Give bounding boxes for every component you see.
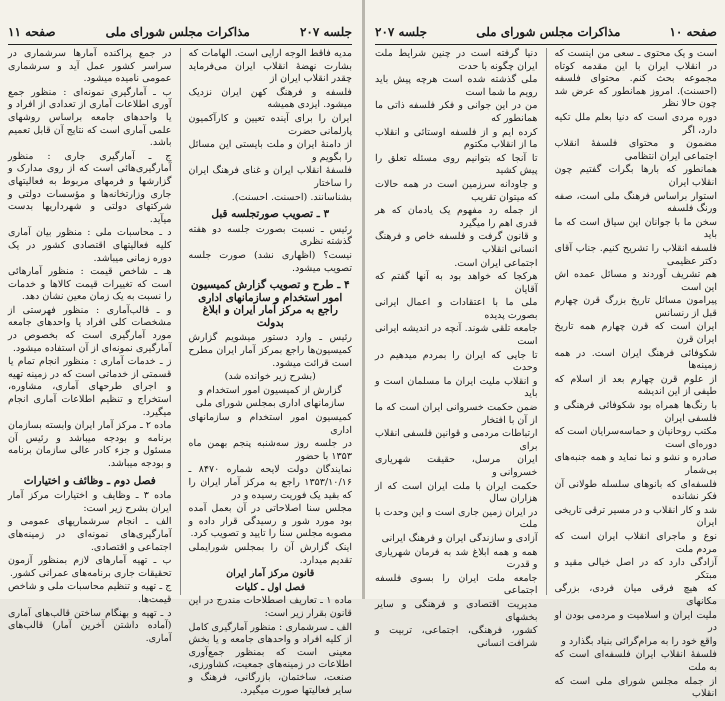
paragraph: استوار براساس فرهنگ ملی است، صفه ورنگ فلسفه: [554, 190, 717, 215]
right-page-header: [375, 22, 717, 42]
paragraph: هـ ـ شاخص قیمت : منظور آمارهائی است که تغییرات قیمت کالاها و خدمات را نسبت به یک زمان معین نشان دهد.: [8, 266, 172, 303]
paragraph: کمیسیون امور استخدام و سازمانهای اداری: [188, 412, 352, 436]
paragraph: گزارش از کمیسیون امور استخدام و: [198, 384, 342, 396]
paragraph: ملی ما با اعتقادات و اعمال ایرانی بصورت پدیده: [375, 297, 538, 321]
paragraph: در ایران زمین جاری است و این وحدت با ملت: [375, 506, 538, 531]
paragraph: در جلسه روز سه‌شنبه پنجم بهمن ماه ۱۳۵۳ با حضور: [188, 438, 352, 462]
right-page-column-left: [375, 48, 538, 649]
paragraph: نیست؟ (اظهاری نشد) صورت جلسه تصویب میشود.: [188, 249, 352, 274]
paragraph: مدیه فاقط الوجه ارایی است. الهامات که بشارت نهضهٔ انقلاب ایران می‌فرماید چقدر انقلاب ایران از: [188, 48, 352, 85]
paragraph: ضمن حکمت خسروانی ایران است که ما از آن با افتخار: [375, 402, 538, 426]
paragraph: بشناسانند. (احسنت. احسنت).: [231, 191, 352, 203]
paragraph: آزادی و سازندگی ایران و فرهنگ ایرانی: [381, 532, 538, 544]
paragraph: ارتباطات مردمی و قوانین فلسفی انقلاب برای: [375, 428, 538, 452]
left-page-title: مذاکرات مجلس شورای ملی: [105, 25, 250, 39]
paragraph: نمایندگان دولت لایحه شماره ۸۴۷۰ ـ ۱۳۵۳/۱۰/۱۶ راجع به مرکز آمار ایران را که بقید یک فوریت رسیده و در: [188, 464, 352, 501]
paragraph: ایران است که قرن چهارم همه تاریخ ایران قرن: [554, 321, 717, 346]
section-heading: قانون مرکز آمار ایران: [226, 568, 315, 580]
paragraph: من در این جوانی و فکر فلسفه ذاتی ما همانطور که: [375, 100, 538, 124]
paragraph: رئیس ـ وارد دستور میشویم گزارش کمیسیون‌ها راجع بمرکز آمار ایران مطرح است قرائت میشود.: [188, 332, 352, 369]
paragraph: از جمله مجلس شورای ملی است که انقلاب: [554, 675, 717, 700]
right-page: [365, 0, 725, 700]
paragraph: هرکجا که خواهد بود به آنها گفتم که آقایان: [375, 271, 538, 295]
paragraph: د ـ محاسبات ملی : منظور بیان آماری کلیه فعالیتهای اقتصادی کشور در یک دوره زمانی میباشد.: [8, 227, 172, 264]
right-page-columns: [375, 48, 717, 700]
paragraph: جامعه ملت ایران را بسوی فلسفه اجتماعی: [375, 572, 538, 597]
left-page-header: [8, 22, 352, 42]
paragraph: ایران مرسل، حقیقت شهریاری خسروانی و: [375, 454, 538, 478]
paragraph: از علوم قرن چهارم بعد از اسلام که طیفی از این اندیشه: [554, 373, 717, 398]
paragraph: تا جایی که ایران را بمردم میدهیم در وحدت: [375, 349, 538, 374]
paragraph: ماده ۱ ـ تعاریف اصطلاحات مندرج در این قانون بقرار زیر است:: [188, 595, 352, 619]
paragraph: ج ـ تهیه و تنظیم محاسبات ملی و شاخص قیمت‌ها.: [8, 581, 172, 605]
paragraph: شد و کار انقلاب و در مسیر ترقی تاریخی ایران: [554, 504, 717, 529]
paragraph: مضمون و محتوای فلسفهٔ انقلاب اجتماعی ایران انتظامی: [554, 138, 717, 162]
paragraph: که هیچ فرقی میان فردی، بزرگی مکانهای: [554, 583, 717, 607]
column-divider: [546, 48, 547, 595]
paragraph: ج ـ آمارگیری جاری : منظور آمارگیری‌هائی است که از روی مدارک و گزارشها و فرمهای مربوط به فعالیتهای جاری وزارتخانه‌ها و مؤسسات دولتی و شرکتهای دولتی و شهرداریها بدست میآید.: [8, 150, 172, 225]
right-header-rule: [375, 44, 717, 45]
paragraph: نوع و ماجرای انقلاب ایران است که مردم ملت: [554, 530, 717, 555]
paragraph: ملی گذشته شده است هرچه پیش باید رویم ما شما است: [375, 74, 538, 98]
left-page-session: جلسه ۲۰۷: [299, 25, 352, 39]
paragraph: شکوفائی فرهنگ ایران است. در همه زمینه‌ها: [554, 347, 717, 372]
paragraph: فلسفهٔ انقلاب ایران فلسفه‌ای است که به ملت: [554, 649, 717, 673]
left-header-rule: [8, 44, 352, 45]
paragraph: و جاودانه سرزمین است در همه حالات که میتوان تقریب: [375, 178, 538, 203]
paragraph: هم تشریف آوردند و مسائل عمده اش این است: [554, 269, 717, 293]
right-page-number: صفحه ۱۰: [669, 25, 717, 39]
paragraph: ماده ۳ ـ وظایف و اختیارات مرکز آمار ایران بشرح زیر است:: [8, 490, 172, 514]
paragraph: رئیس ـ نسبت بصورت جلسه دو هفته گذشته نظری: [188, 223, 352, 248]
paragraph: دنیا گرفته است در چنین شرایط ملت ایران چگونه با حدت: [375, 48, 538, 72]
right-page-title: مذاکرات مجلس شورای ملی: [476, 25, 621, 39]
section-heading: فصل دوم ـ وظائف و اختیارات: [23, 474, 156, 487]
paragraph: ب ـ آمارگیری نمونه‌ای : منظور جمع آوری اطلاعات آماری از تعدادی از افراد و یا واحدهای جامعه براساس روشهای علمی آماری است که نتایج آن قابل تعمیم باشد.: [8, 86, 172, 149]
paragraph: همه و همه ابلاغ شد به فرمان شهریاری و قدرت: [375, 546, 538, 571]
paragraph: الف ـ سرشماری : منظور آمارگیری کامل از کلیه افراد و واحدهای جامعه و یا بخش معینی است که بمنظور جمع‌آوری اطلاعات در زمینه‌های جمعیت، کشاورزی، صنعت، ساختمان، بازرگانی، فرهنگ و سایر فعالیتها صورت میگیرد.: [188, 621, 352, 696]
paragraph: مکتب روحانیان و حماسه‌سرایان است که دوره‌ای است: [554, 426, 717, 450]
left-page-column-left: [8, 48, 172, 644]
paragraph: (بشرح زیر خوانده شد): [224, 371, 316, 383]
left-page-columns: [8, 48, 352, 696]
paragraph: اینک گزارش آن را بمجلس شورایملی تقدیم میدارد.: [188, 541, 352, 566]
paragraph: آزادگی دارد که در اصل خیالی مقید و مبتکر: [554, 557, 717, 581]
paragraph: الف ـ انجام سرشماریهای عمومی و آمارگیری‌های نمونه‌ای در زمینه‌های اجتماعی و اقتصادی.: [8, 516, 172, 553]
paragraph: فلسفه انقلاب را تشریح کنیم. جناب آقای دکتر عظیمی: [554, 242, 717, 267]
paragraph: صادره و نشو و نما نماید و همه جنبه‌های بی‌شمار: [554, 452, 717, 476]
paragraph: است و یک محتوی ـ سعی من اینست که در انقلاب ایران با این مقدمه کوتاه مجموعه بحث کنم. محتوای فلسفه (احسنت). امروز همانطور که عرض شد چون حالا نظر: [554, 48, 717, 110]
paragraph: کشور، فرهنگی، اجتماعی، تربیت و شرافت انسانی: [375, 625, 538, 649]
paragraph: از جمله رد مفهوم یک یادمان که هر قدری اهم را میگیرد: [375, 205, 538, 229]
section-heading: ۳ ـ تصویب صورتجلسه قبل: [211, 208, 330, 221]
right-page-column-right: [554, 48, 718, 700]
left-page-number: صفحه ۱۱: [8, 25, 56, 39]
paragraph: از دامنهٔ ایران و ملت بایستی این مسائل را بگویم و: [188, 139, 352, 163]
paragraph: فلسفهٔ انقلاب ایران و غنای فرهنگ ایران را ساختار: [188, 165, 352, 189]
paragraph: حکمت ایران با ملت ایران است که از هزاران سال: [375, 480, 538, 505]
paragraph: سخن ما با جوانان این سیاق است که ما باید: [554, 216, 717, 241]
right-page-session: جلسه ۲۰۷: [375, 25, 428, 39]
paragraph: ایران را برای آینده تعیین و کارآکمیون پارلمانی حضرت: [188, 112, 352, 137]
paragraph: اجتماعی ایران است.: [454, 257, 538, 269]
paragraph: ب ـ تهیه آمارهای لازم بمنظور آزمون تحقیقات جاری برنامه‌های عمرانی کشور.: [8, 555, 172, 579]
paragraph: ملیت ایران و اسلامیت و مردمی بودن او در: [554, 609, 717, 634]
paragraph: د ـ تهیه و بهنگام ساختن قالب‌های آماری (آماده داشتن آخرین آمار) قالب‌های آماری.: [8, 607, 172, 644]
paragraph: جامعه تلقی شوند. آنچه در اندیشه ایرانی است: [375, 323, 538, 348]
paragraph: واقع خود را به مرام‌گرائی بنیاد بگذارد و: [561, 635, 717, 647]
paragraph: کرده ایم و از فلسفه اوستائی و انقلاب ما از انقلاب مکتوم: [375, 126, 538, 151]
paragraph: دوره مردی است که دنیا بعلم ملل تکیه دارد، اگر: [554, 111, 717, 136]
section-heading: فصل اول ـ کلیات: [235, 581, 306, 593]
paragraph: در جمع پراکنده آمارها سرشماری در سراسر کشور عمل آید و سرشماری عمومی نامیده میشود.: [8, 48, 172, 85]
paragraph: سازمانهای اداری بمجلس شورای ملی: [195, 398, 345, 410]
paragraph: مدیریت اقتصادی و فرهنگی و سایر بخشهای: [375, 598, 538, 623]
section-heading: ۴ ـ طرح و تصویب گزارش کمیسیون امور استخدام و سازمانهای اداری راجع به مرکز آمار ایران و ابلاغ بدولت: [190, 279, 350, 329]
paragraph: تا آنجا که بتوانیم روی مسئله تعلق را پیش کشید: [375, 152, 538, 177]
paragraph: و قانون گرفت و فلسفه خاص و فرهنگ انسانی انقلاب: [375, 231, 538, 255]
paragraph: ز ـ خدمات آماری : منظور انجام تمام یا قسمتی از خدماتی است که در زمینه تهیه و اجرای طرحهای آماری، مشاوره، استخراج و تنظیم اطلاعات آماری انجام میگیرد.: [8, 356, 172, 418]
left-page-column-right: [188, 48, 353, 696]
paragraph: مجلس سنا اصلاحاتی در آن بعمل آمده بود مورد شور و رسیدگی قرار داده و مصوبه مجلس سنا را تایید و تصویب کرد.: [188, 503, 352, 540]
paragraph: فلسفه‌ای که بانوهای سلسله طولانی آن فکر نشانده: [554, 478, 717, 503]
paragraph: ماده ۲ ـ مرکز آمار ایران وابسته بسازمان برنامه و بودجه میباشد و رئیس آن مسئول و جزء کادر عالی سازمان برنامه و بودجه میباشد.: [8, 420, 172, 469]
paragraph: همانطور که بارها بگرات گفتیم چون انقلاب ایران: [554, 164, 717, 188]
paragraph: فلسفه و فرهنگ کهن ایران نزدیک میشود. ایزدی همیشه: [188, 86, 352, 111]
left-page: [0, 0, 362, 696]
paragraph: پیرامون مسائل تاریخ بزرگ قرن چهارم قبل از رنسانس: [554, 295, 717, 319]
paragraph: با رنگ‌ها همراه بود شکوفائی فرهنگی و فلسفی ایران: [554, 400, 717, 424]
paragraph: و انقلاب ملیت ایران ما مسلمان است و باید: [375, 375, 538, 400]
column-divider: [180, 48, 181, 595]
paragraph: و ـ قالب‌آماری : منظور فهرستی از مشخصات کلی افراد یا واحدهای جامعه مورد آمارگیری است که بخصوص در آمارگیری نمونه‌ای از آن استفاده میشود.: [8, 304, 172, 354]
